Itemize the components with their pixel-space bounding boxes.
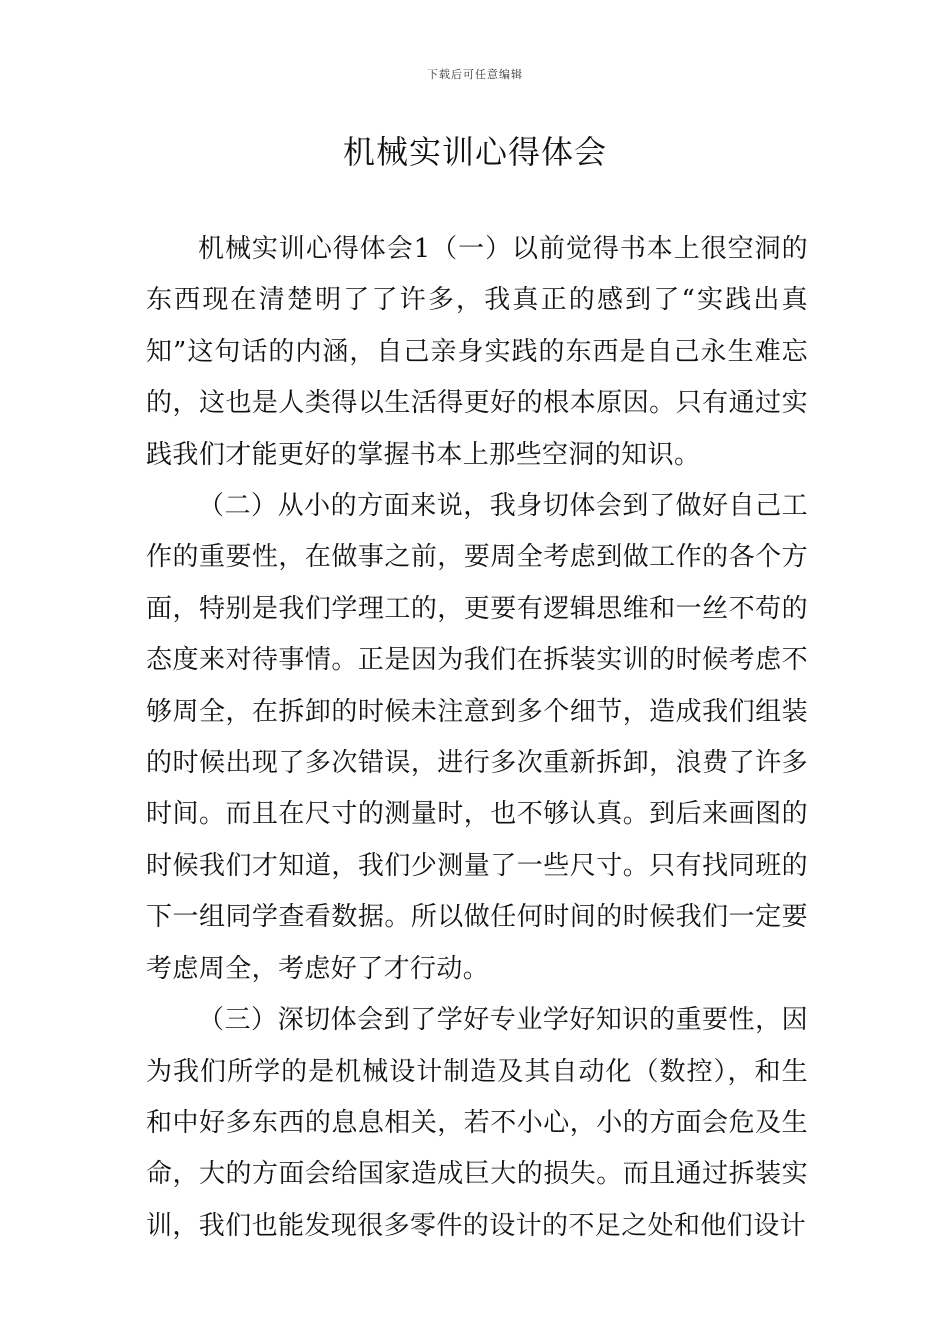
paragraph-2: （二）从小的方面来说，我身切体会到了做好自己工作的重要性，在做事之前，要周全考虑到做工作的各个方面，特别是我们学理工的，更要有逻辑思维和一丝不苟的态度来对待事情。正是因为我们在拆装实训的时候考虑不够周全，在拆卸的时候未注意到多个细节，造成我们组装的时候出现了多次错误，进行多次重新拆卸，浪费了许多时间。而且在尺寸的测量时，也不够认真。到后来画图的时候我们才知道，我们少测量了一些尺寸。只有找同班的下一组同学查看数据。所以做任何时间的时候我们一定要考虑周全，考虑好了才行动。 xyxy=(146,491,808,984)
header-note: 下载后可任意编辑 xyxy=(427,68,523,81)
paragraph-1: 机械实训心得体会1（一）以前觉得书本上很空洞的东西现在清楚明了了许多，我真正的感到了“实践出真知”这句话的内涵，自己亲身实践的东西是自己永生难忘的，这也是人类得以生活得更好的根本原因。只有通过实践我们才能更好的掌握书本上那些空洞的知识。 xyxy=(146,234,808,470)
paragraph-3: （三）深切体会到了学好专业学好知识的重要性，因为我们所学的是机械设计制造及其自动化（数控），和生和中好多东西的息息相关，若不小心，小的方面会危及生命，大的方面会给国家造成巨大的损失。而且通过拆装实训，我们也能发现很多零件的设计的不足之处和他们设计 xyxy=(146,1005,808,1241)
document-title: 机械实训心得体会 xyxy=(342,133,607,171)
document-body xyxy=(146,224,808,1252)
